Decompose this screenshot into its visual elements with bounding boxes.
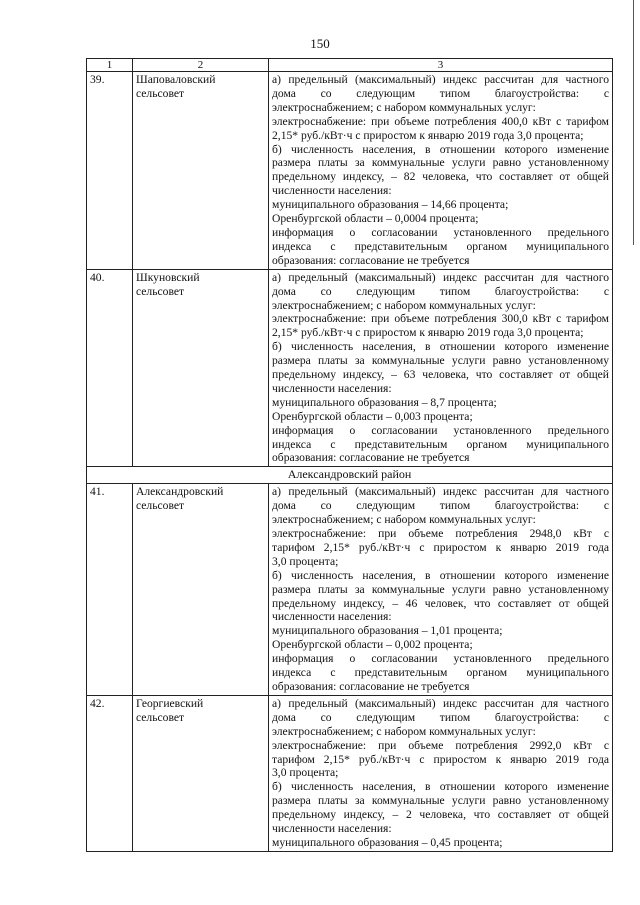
- page-number: 150: [310, 36, 330, 51]
- description-line: Оренбургской области – 0,0004 процента;: [272, 212, 479, 226]
- description-line: электроснабжение: при объеме потребления 2948,0 кВт с: [272, 527, 609, 540]
- description-line: индекса с представительным органом муниципального: [272, 666, 609, 680]
- index-description: [269, 269, 613, 467]
- description-line: 2,15* руб./кВт·ч с приростом к январю 2019 года 3,0 процента;: [272, 326, 584, 340]
- description-line: муниципального образования – 0,45 процента;: [272, 835, 503, 849]
- row-number: 42.: [87, 695, 133, 851]
- description-line: дома со следующим типом благоустройства: с: [272, 710, 609, 724]
- index-description: [269, 484, 613, 696]
- description-line: 3,0 процента;: [272, 766, 339, 780]
- district-section-row: [87, 467, 613, 484]
- description-line: предельному индексу, – 63 человека, что составляет от общей: [272, 368, 609, 382]
- description-line: предельному индексу, – 82 человека, что составляет от общей: [272, 170, 609, 184]
- description-line: б) численность населения, в отношении которого изменение: [272, 780, 609, 794]
- description-line: электроснабжение: при объеме потребления 300,0 кВт с тарифом: [272, 312, 609, 326]
- table-row: [87, 72, 613, 270]
- description-line: муниципального образования – 1,01 процента;: [272, 624, 503, 638]
- table-row: [87, 269, 613, 467]
- description-line: размера платы за коммунальные услуги равно установленному: [272, 794, 609, 808]
- district-title: Александровский район: [87, 467, 613, 484]
- description-line: 3,0 процента;: [272, 554, 339, 568]
- description-line: тарифом 2,15* руб./кВт·ч с приростом к январю 2019 года: [272, 540, 609, 554]
- description-line: информация о согласовании установленного предельного: [272, 225, 609, 239]
- description-line: дома со следующим типом благоустройства: с: [272, 284, 609, 298]
- municipality-name-line: Шкуновский: [136, 270, 200, 284]
- description-line: информация о согласовании установленного предельного: [272, 423, 609, 437]
- description-line: дома со следующим типом благоустройства: с: [272, 86, 609, 100]
- description-line: численности населения:: [272, 184, 392, 198]
- description-line: Оренбургской области – 0,002 процента;: [272, 638, 473, 652]
- description-line: численности населения:: [272, 610, 392, 624]
- description-line: образования: согласование не требуется: [272, 253, 470, 267]
- municipality-name-line: сельсовет: [136, 284, 185, 298]
- description-line: муниципального образования – 8,7 процента;: [272, 395, 497, 409]
- row-number: 41.: [87, 484, 133, 696]
- description-line: численности населения:: [272, 381, 392, 395]
- description-line: б) численность населения, в отношении которого изменение: [272, 142, 609, 156]
- description-line: индекса с представительным органом муниципального: [272, 437, 609, 451]
- description-line: а) предельный (максимальный) индекс рассчитан для частного: [272, 270, 609, 284]
- municipality-name-line: сельсовет: [136, 86, 185, 100]
- description-line: электроснабжением; с набором коммунальных услуг:: [272, 298, 536, 312]
- description-line: индекса с представительным органом муниципального: [272, 239, 609, 253]
- header-col-1: 1: [87, 59, 133, 72]
- table-row: [87, 695, 613, 851]
- municipality-name: [133, 269, 269, 467]
- description-line: информация о согласовании установленного предельного: [272, 652, 609, 666]
- municipality-name: [133, 72, 269, 270]
- index-description: [269, 695, 613, 851]
- table-row: [87, 484, 613, 696]
- description-line: муниципального образования – 14,66 процента;: [272, 198, 509, 212]
- municipality-name-line: сельсовет: [136, 499, 185, 513]
- municipality-name-line: сельсовет: [136, 710, 185, 724]
- description-line: а) предельный (максимальный) индекс рассчитан для частного: [272, 485, 609, 499]
- table-header-row: [87, 59, 613, 72]
- scan-edge-line: [633, 0, 634, 245]
- row-number: 39.: [87, 72, 133, 270]
- description-line: 2,15* руб./кВт·ч с приростом к январю 2019 года 3,0 процента;: [272, 128, 584, 142]
- tariff-index-table: [86, 58, 613, 852]
- header-col-2: 2: [133, 59, 269, 72]
- header-col-3: 3: [269, 59, 613, 72]
- row-number: 40.: [87, 269, 133, 467]
- index-description: [269, 72, 613, 270]
- municipality-name-line: Георгиевский: [136, 696, 204, 710]
- description-line: предельному индексу, – 2 человека, что составляет от общей: [272, 808, 609, 822]
- description-line: образования: согласование не требуется: [272, 679, 470, 693]
- description-line: дома со следующим типом благоустройства: с: [272, 499, 609, 513]
- description-line: тарифом 2,15* руб./кВт·ч с приростом к январю 2019 года: [272, 752, 609, 766]
- description-line: электроснабжение: при объеме потребления 2992,0 кВт с: [272, 738, 609, 752]
- description-line: электроснабжение: при объеме потребления 400,0 кВт с тарифом: [272, 114, 609, 128]
- description-line: предельному индексу, – 46 человек, что составляет от общей: [272, 596, 609, 610]
- municipality-name-line: Александровский: [136, 485, 224, 499]
- description-line: электроснабжением; с набором коммунальных услуг:: [272, 724, 536, 738]
- description-line: образования: согласование не требуется: [272, 451, 470, 465]
- description-line: размера платы за коммунальные услуги равно установленному: [272, 582, 609, 596]
- description-line: а) предельный (максимальный) индекс рассчитан для частного: [272, 696, 609, 710]
- description-line: а) предельный (максимальный) индекс рассчитан для частного: [272, 73, 609, 86]
- description-line: размера платы за коммунальные услуги равно установленному: [272, 156, 609, 170]
- description-line: электроснабжением; с набором коммунальных услуг:: [272, 513, 536, 527]
- description-line: б) численность населения, в отношении которого изменение: [272, 340, 609, 354]
- municipality-name-line: Шаповаловский: [136, 73, 216, 86]
- description-line: численности населения:: [272, 822, 392, 836]
- municipality-name: [133, 695, 269, 851]
- description-line: электроснабжением; с набором коммунальных услуг:: [272, 100, 536, 114]
- municipality-name: [133, 484, 269, 696]
- description-line: Оренбургской области – 0,003 процента;: [272, 409, 473, 423]
- description-line: б) численность населения, в отношении которого изменение: [272, 568, 609, 582]
- description-line: размера платы за коммунальные услуги равно установленному: [272, 354, 609, 368]
